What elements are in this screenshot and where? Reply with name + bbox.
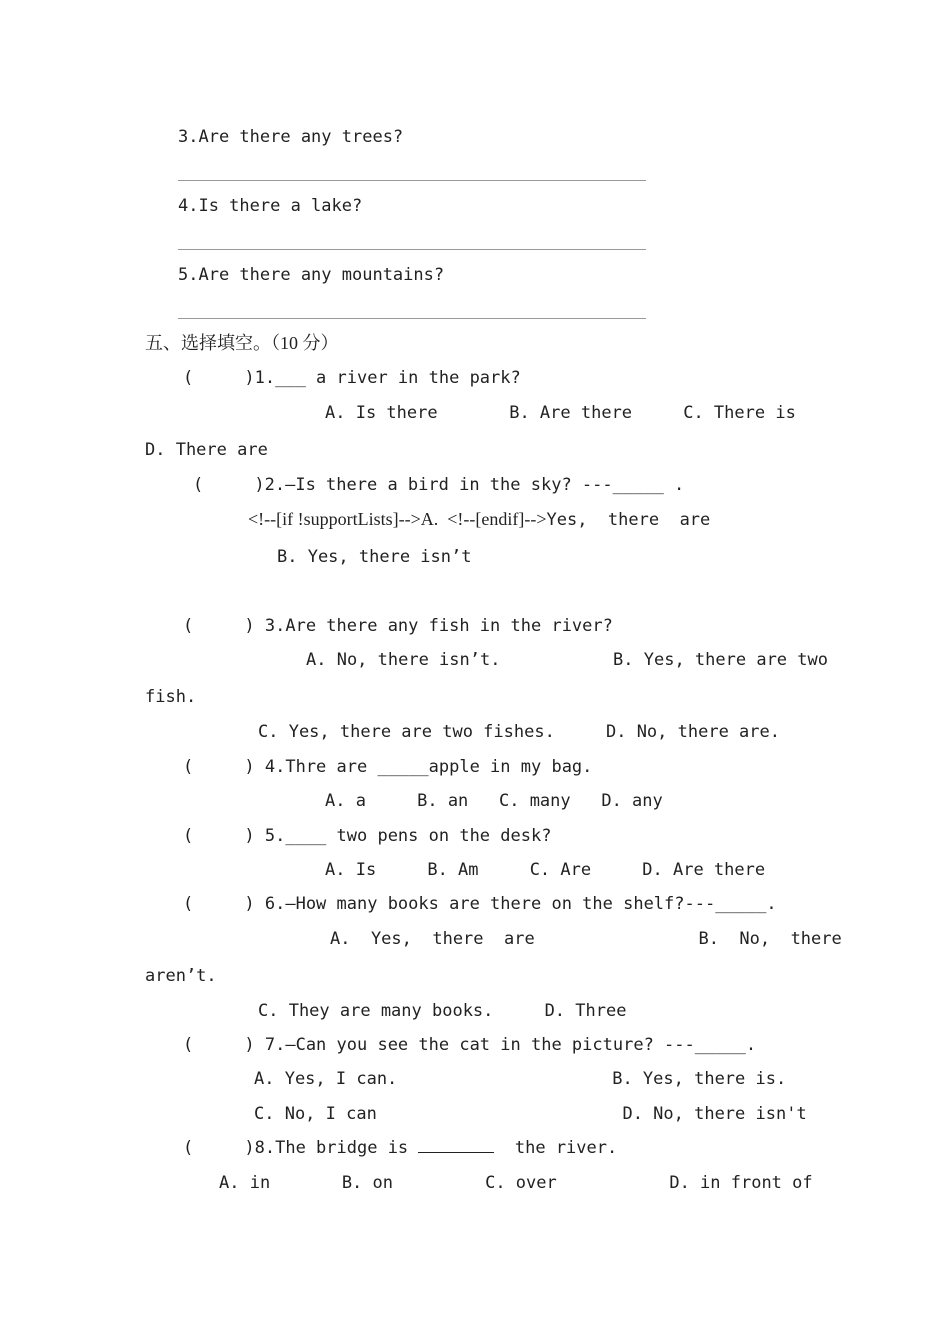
answer-line-3: [178, 180, 646, 181]
q2-option-a: Yes, there are: [546, 510, 711, 530]
question-5: 5.Are there any mountains?: [178, 265, 445, 285]
q6-stem: ( ) 6.—How many books are there on the shelf?---_____.: [183, 894, 777, 914]
q1-option-d: D. There are: [145, 440, 268, 460]
question-3: 3.Are there any trees?: [178, 127, 404, 147]
q3-options-ab: A. No, there isn’t. B. Yes, there are two: [306, 650, 828, 670]
answer-blank: [418, 1138, 494, 1153]
q8-stem: [183, 1138, 617, 1158]
q4-options: A. a B. an C. many D. any: [325, 791, 663, 811]
q8-stem-end: the river.: [494, 1138, 618, 1158]
q6-continuation: aren’t.: [145, 966, 217, 986]
q2-option-a-row: [248, 509, 710, 530]
q3-options-cd: C. Yes, there are two fishes. D. No, there are.: [258, 722, 780, 742]
q4-stem: ( ) 4.Thre are _____apple in my bag.: [183, 757, 593, 777]
q5-stem: ( ) 5.____ two pens on the desk?: [183, 826, 552, 846]
q3-continuation: fish.: [145, 687, 197, 707]
q1-stem: ( )1.___ a river in the park?: [183, 368, 521, 388]
q1-options: A. Is there B. Are there C. There is: [325, 403, 796, 423]
section-heading: 五、选择填空。（10 分）: [145, 333, 339, 353]
q2-stem: ( )2.—Is there a bird in the sky? ---_____ .: [193, 475, 685, 495]
conditional-comment-artifact: <!--[if !supportLists]-->A. <!--[endif]-->: [248, 509, 547, 529]
q5-options: A. Is B. Am C. Are D. Are there: [325, 860, 766, 880]
q8-options: A. in B. on C. over D. in front of: [219, 1173, 813, 1193]
q6-options-cd: C. They are many books. D. Three: [258, 1001, 627, 1021]
q7-options-ab: A. Yes, I can. B. Yes, there is.: [254, 1069, 787, 1089]
q2-option-b: B. Yes, there isn’t: [277, 547, 472, 567]
q8-stem-start: ( )8.The bridge is: [183, 1138, 419, 1158]
q3-stem: ( ) 3.Are there any fish in the river?: [183, 616, 613, 636]
q7-stem: ( ) 7.—Can you see the cat in the picture? ---_____.: [183, 1035, 757, 1055]
question-4: 4.Is there a lake?: [178, 196, 363, 216]
answer-line-4: [178, 249, 646, 250]
q7-options-cd: C. No, I can D. No, there isn't: [254, 1104, 807, 1124]
q6-options-ab: A. Yes, there are B. No, there: [330, 929, 842, 949]
answer-line-5: [178, 318, 646, 319]
